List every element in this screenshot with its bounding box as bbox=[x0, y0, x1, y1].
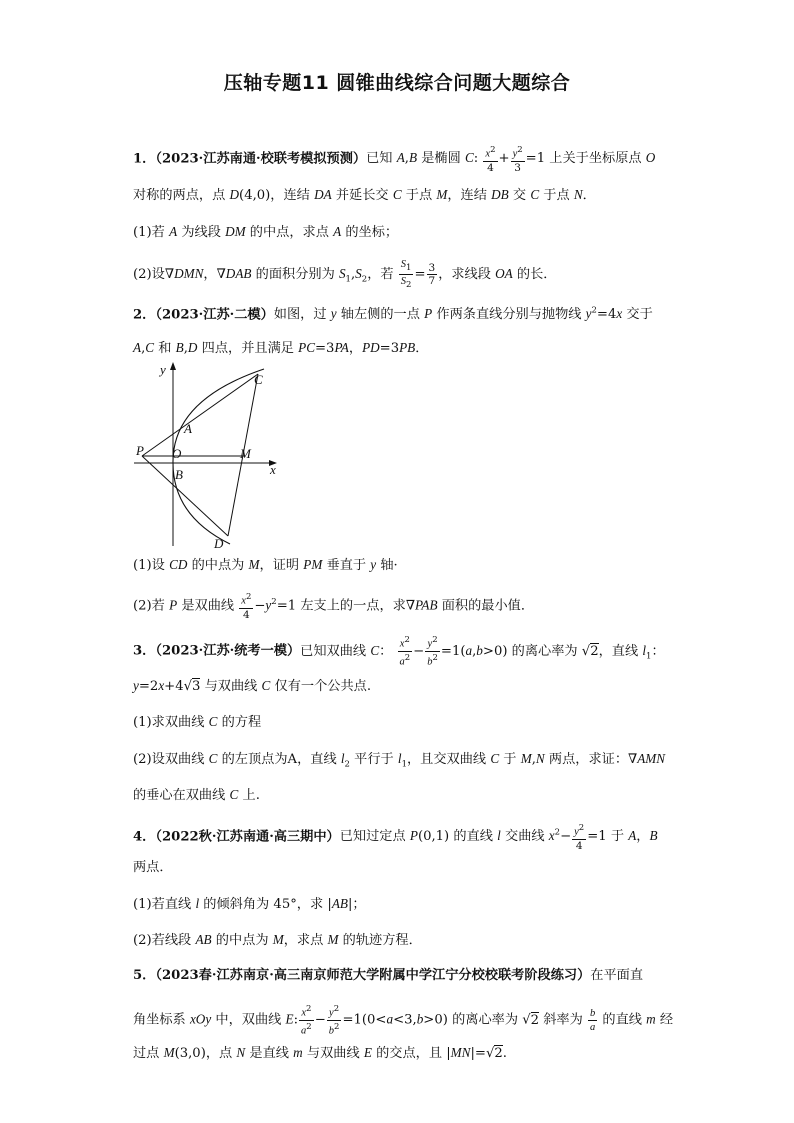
problem-5-line-2: 角坐标系 xOy 中，双曲线 E: $\frac{x^2}{a^2}$ − $\frac{y^2}{b^2}$ =1(0<a<3,b>0) 的离心率为 √2 斜率为 $\frac{b}{a}$ 的直线 m 经 bbox=[133, 1004, 674, 1036]
problem-2-part-1: (1)设 CD 的中点为 M，证明 PM 垂直于 y 轴· bbox=[133, 557, 398, 573]
problem-1-part-1: (1)若 A 为线段 DM 的中点，求点 A 的坐标； bbox=[133, 224, 399, 240]
label-d: D bbox=[214, 536, 224, 551]
problem-5-source: （2023春·江苏南京·高三南京师范大学附属中学江宁分校校联考阶段练习） bbox=[155, 968, 591, 983]
problem-2-line-2: A,C 和 B,D 四点，并且满足 PC=3PA，PD=3PB． bbox=[133, 340, 429, 356]
problem-1-line-2: 对称的两点，点 D(4,0)，连结 DA 并延长交 C 于点 M，连结 DB 交 C 于点 N． bbox=[133, 187, 596, 203]
problem-1-number: 1． bbox=[133, 151, 156, 167]
label-b: B bbox=[175, 467, 183, 482]
problem-4-text: 已知过定点 P(0,1) 的直线 l 交曲线 $x^2-$ $\frac{y^2}{4}$ =1 于 A，B bbox=[339, 823, 658, 852]
problem-5-line-3: 过点 M(3,0)，点 N 是直线 m 与双曲线 E 的交点，且 |MN|=√2. bbox=[133, 1045, 507, 1061]
problem-4-number: 4． bbox=[133, 829, 156, 845]
label-c: C bbox=[254, 372, 263, 387]
problem-4-line-1 bbox=[133, 822, 658, 852]
problem-4-part-2: (2)若线段 AB 的中点为 M，求点 M 的轨迹方程． bbox=[133, 932, 422, 948]
problem-4-line-2: 两点． bbox=[133, 860, 173, 875]
label-p: P bbox=[136, 443, 144, 458]
problem-3-line-1 bbox=[133, 634, 665, 668]
problem-1-part-2: (2)设∇DMN，∇DAB 的面积分别为 $S_1,S_2$，若 $\frac{S_1}{S_2}$ = $\frac{3}{7}$ ，求线段 OA 的长． bbox=[133, 259, 557, 291]
label-a: A bbox=[184, 421, 192, 436]
line-pd bbox=[142, 456, 228, 536]
y-axis-arrow bbox=[170, 362, 176, 370]
problem-2-text: 如图，过 y 轴左侧的一点 P 作两条直线分别与抛物线 $y^2=4x$ 交于 bbox=[273, 306, 653, 323]
label-m: M bbox=[240, 446, 251, 461]
problem-1-line-1 bbox=[133, 144, 655, 174]
label-o: O bbox=[172, 446, 182, 461]
problem-4-source: （2022秋·江苏南通·高三期中） bbox=[155, 829, 340, 845]
problem-3-part-2: (2)设双曲线 C 的左顶点为A，直线 $l_2$ 平行于 $l_1$，且交双曲线 C 于 M,N 两点，求证：∇AMN bbox=[133, 751, 666, 770]
line-pc bbox=[142, 374, 258, 456]
problem-3-part-2-cont: 的垂心在双曲线 C 上. bbox=[133, 787, 260, 803]
problem-5-text: 在平面直 bbox=[590, 968, 644, 983]
problem-1-source: （2023·江苏南通·校联考模拟预测） bbox=[155, 151, 367, 167]
problem-2-part-2: (2)若 P 是双曲线 $\frac{x^2}{4}$ $-y^2=1$ 左支上的一点，求∇PAB 面积的最小值． bbox=[133, 592, 535, 621]
label-x: x bbox=[270, 462, 276, 477]
problem-2-number: 2． bbox=[133, 307, 156, 323]
problem-2-line-1 bbox=[133, 301, 653, 325]
problem-3-source: （2023·江苏·统考一模） bbox=[155, 643, 301, 659]
problem-3-number: 3． bbox=[133, 643, 156, 659]
problem-4-part-1: (1)若直线 l 的倾斜角为 45°，求 |AB|； bbox=[133, 896, 366, 912]
problem-2-source: （2023·江苏·二模） bbox=[155, 307, 274, 323]
problem-1-text: 已知 A,B 是椭圆 C: $\frac{x^2}{4}$ + $\frac{y^2}{3}$ =1 上关于坐标原点 O bbox=[366, 145, 656, 174]
problem-3-part-1: (1)求双曲线 C 的方程 bbox=[133, 714, 262, 730]
page-title: 压轴专题11 圆锥曲线综合问题大题综合 bbox=[223, 72, 571, 94]
parabola-figure bbox=[132, 356, 292, 552]
problem-3-text: 已知双曲线 C： $\frac{x^2}{a^2}$ − $\frac{y^2}{b^2}$ =1(a,b>0) 的离心率为 √2，直线 $l_1$： bbox=[300, 635, 665, 667]
problem-5-number: 5． bbox=[133, 968, 156, 983]
problem-5-line-1 bbox=[133, 966, 643, 986]
problem-3-line-2: y=2x+4√3 与双曲线 C 仅有一个公共点. bbox=[133, 678, 372, 694]
label-y: y bbox=[160, 362, 166, 377]
